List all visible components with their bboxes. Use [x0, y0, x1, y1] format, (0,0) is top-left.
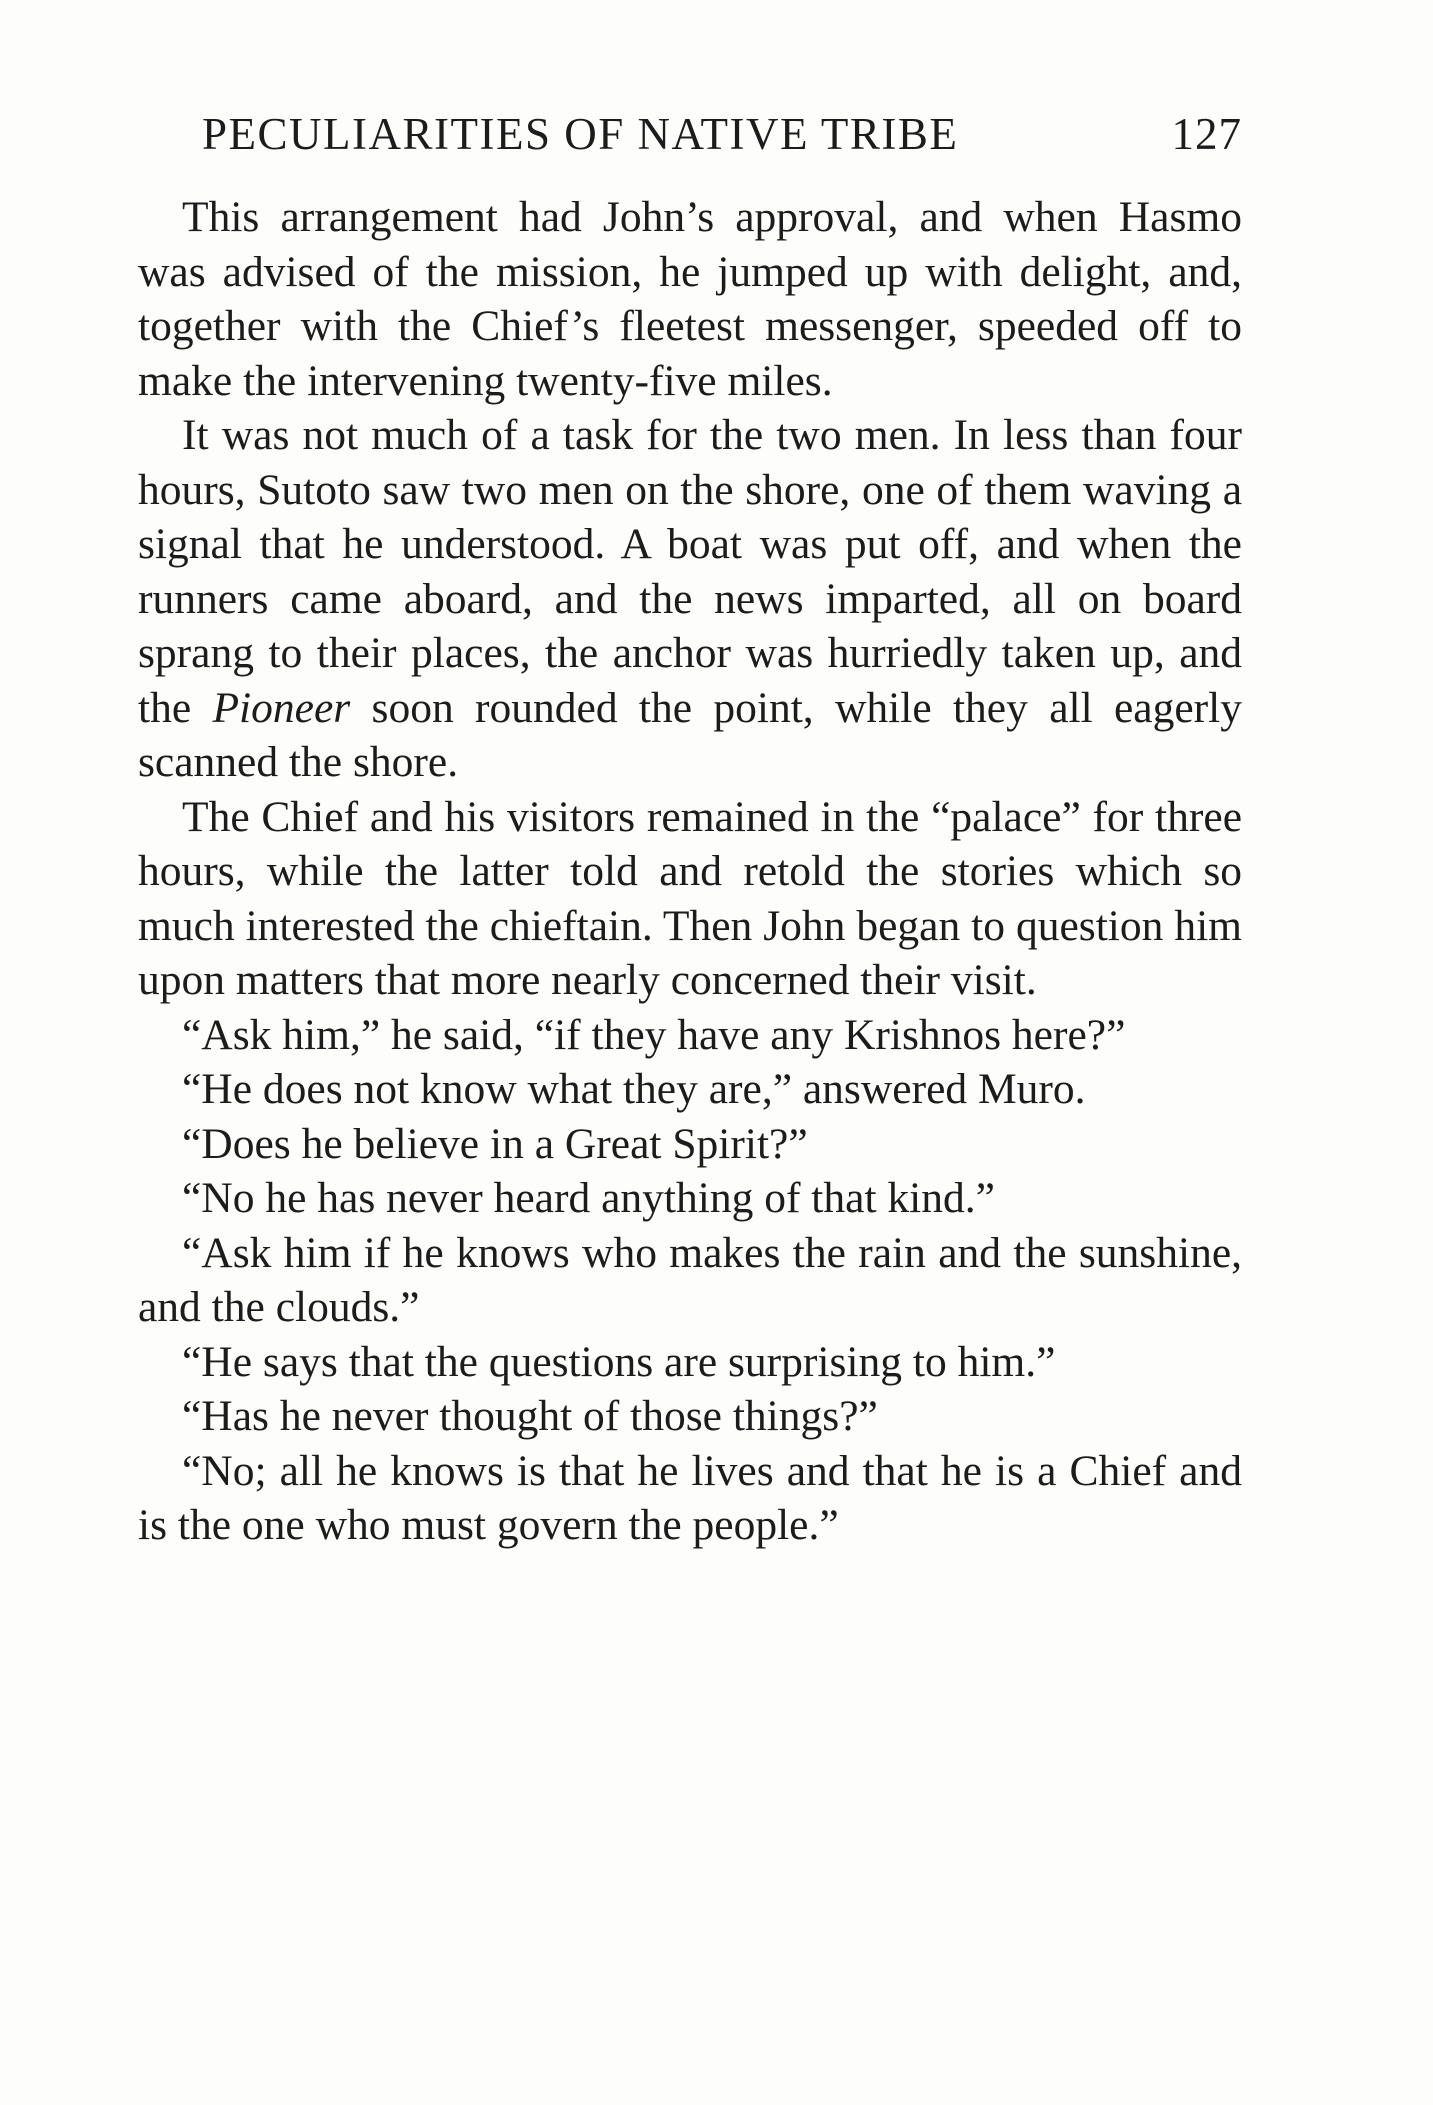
- paragraph: The Chief and his visitors remained in the “palace” for three hours, while the latter told and retold the stories which so much interested the chieftain. Then John began to question him upon matters that more nearly concerned their visit.: [138, 792, 1242, 1004]
- paragraph: “Ask him,” he said, “if they have any Krishnos here?”: [182, 1010, 1126, 1059]
- paragraph-text: It was not much of a task for the two men. In less than four hours, Sutoto saw two men on the shore, one of them waving a signal that he understood. A boat was put off, and when the runners came aboard, and the news imparted, all on board sprang to their places, the anchor was hurriedly taken up, and the: [138, 411, 1242, 732]
- paragraph: [138, 408, 1242, 790]
- book-page: [138, 108, 1242, 1553]
- ship-name: Pioneer: [212, 683, 351, 732]
- paragraph: “Has he never thought of those things?”: [182, 1392, 878, 1440]
- paragraph: This arrangement had John’s approval, and when Hasmo was advised of the mission, he jumped up with delight, and, together with the Chief’s fleetest messenger, speeded off to make the intervening twenty-five miles.: [138, 193, 1242, 405]
- paragraph-text: soon rounded the point, while they all eagerly scanned the shore.: [138, 683, 1242, 786]
- page-number: 127: [1171, 109, 1242, 159]
- paragraph: “He says that the questions are surprising to him.”: [182, 1337, 1056, 1386]
- paragraph: “No; all he knows is that he lives and that he is a Chief and is the one who must govern the people.”: [138, 1446, 1242, 1549]
- body-text: [138, 190, 1242, 1553]
- chapter-title: PECULIARITIES OF NATIVE TRIBE: [202, 109, 959, 159]
- paragraph: “Ask him if he knows who makes the rain and the sunshine, and the clouds.”: [138, 1228, 1242, 1331]
- paragraph: “He does not know what they are,” answered Muro.: [182, 1065, 1086, 1113]
- paragraph: “Does he believe in a Great Spirit?”: [182, 1119, 808, 1168]
- running-head: [138, 108, 1242, 164]
- paragraph: “No he has never heard anything of that kind.”: [182, 1174, 995, 1222]
